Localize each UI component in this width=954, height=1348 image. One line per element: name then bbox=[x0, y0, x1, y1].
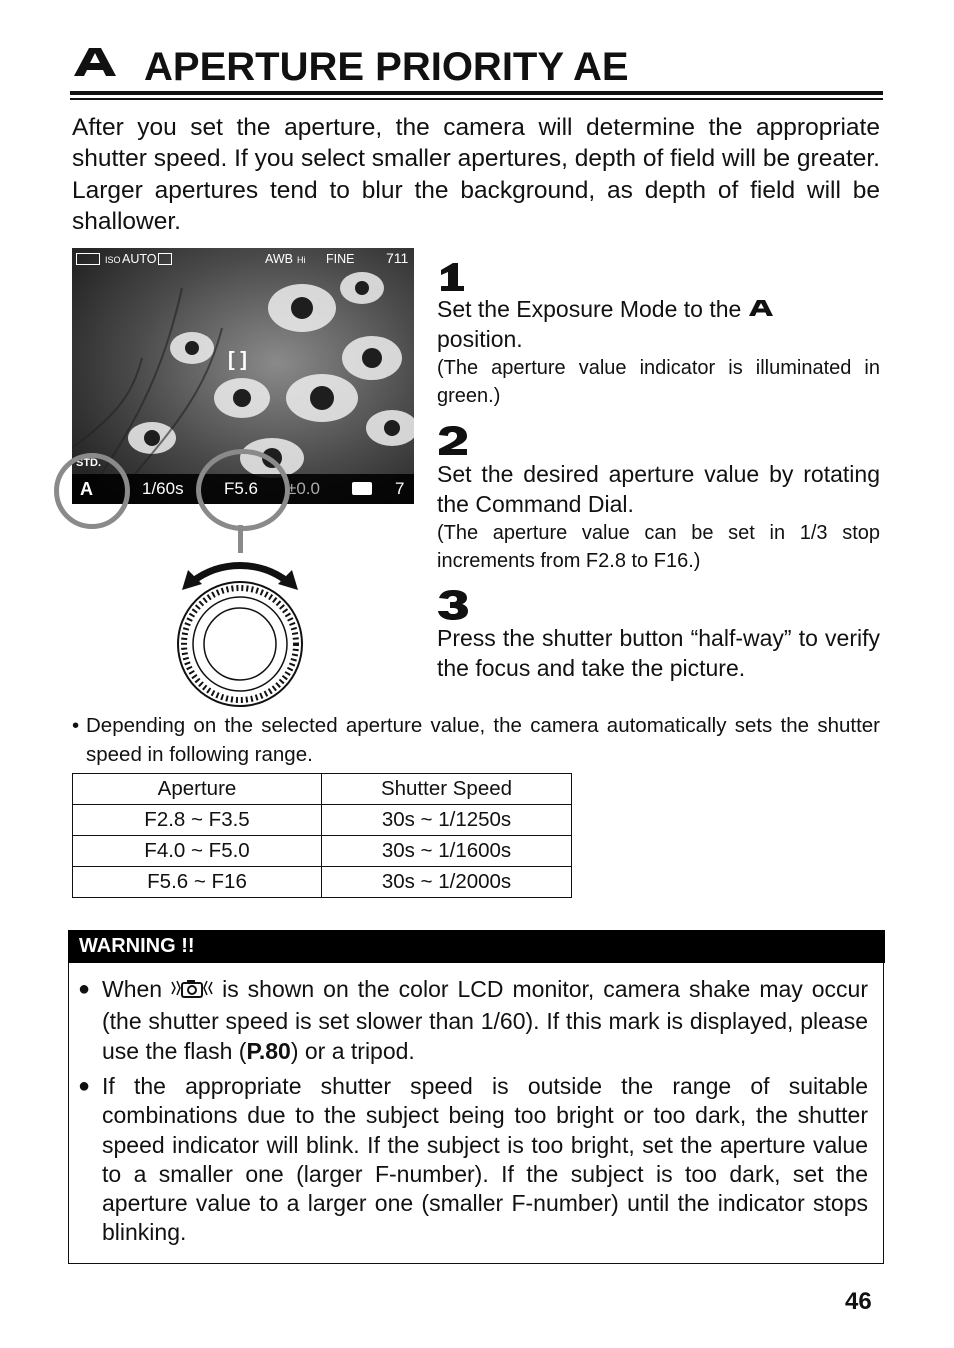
intro-paragraph: After you set the aperture, the camera will determine the appropriate shutter speed. If you select smaller apertures, depth of field will be greater. Larger apertures tend to blur the background, as depth of field will be shallower. bbox=[72, 114, 880, 235]
iso-value: AUTO bbox=[122, 252, 157, 266]
std-label: STD. bbox=[76, 457, 102, 469]
range-note bbox=[72, 712, 880, 769]
lcd-status-bar bbox=[72, 248, 414, 270]
step-1-note: (The aperture value indicator is illuminated in green.) bbox=[437, 357, 880, 407]
warning-item-1-text-b: is shown on the color LCD monitor, camera shake may occur (the shutter speed is set slower than 1/60). If this mark is displayed, please use the flash ( bbox=[102, 976, 868, 1064]
metering-icon bbox=[158, 253, 172, 265]
warning-item-2-text: If the appropriate shutter speed is outside the range of suitable combinations due to the subject being too bright or too dark, the shutter speed indicator will blink. If the subject is too bright, set the aperture value to a smaller one (larger F-number). If the subject is too dark, set the aperture value to a larger one (smaller F-number) until the indicator stops blinking. bbox=[102, 1073, 868, 1246]
warning-item-2 bbox=[78, 1072, 868, 1248]
title-rule bbox=[70, 91, 883, 95]
bullet-dot-icon: ● bbox=[78, 978, 91, 1000]
iso-label: ISO bbox=[105, 255, 121, 265]
aperture-highlight-circle bbox=[196, 449, 290, 531]
table-row bbox=[73, 836, 572, 867]
range-note-text: Depending on the selected aperture value, the camera automatically sets the shutter speed in following range. bbox=[86, 714, 880, 766]
warning-item-1-text-a: When bbox=[102, 976, 163, 1002]
warning-header bbox=[68, 930, 885, 963]
bullet-dot: • bbox=[72, 714, 80, 737]
table-cell: 30s ~ 1/2000s bbox=[322, 867, 572, 898]
page-title: APERTURE PRIORITY AE bbox=[144, 45, 629, 89]
step-2-text: Set the desired aperture value by rotating the Command Dial. bbox=[437, 461, 880, 517]
flash-icon bbox=[352, 482, 372, 495]
shutter-speed-table bbox=[72, 773, 572, 898]
aperture-mode-icon bbox=[72, 44, 118, 78]
table-row bbox=[73, 805, 572, 836]
camera-shake-icon bbox=[170, 978, 214, 1007]
command-dial-icon bbox=[170, 552, 310, 712]
mode-highlight-circle bbox=[54, 453, 130, 529]
connector-line bbox=[238, 525, 243, 553]
warning-item-1-text-c: ) or a tripod. bbox=[290, 1037, 415, 1064]
image-size: Hi bbox=[297, 255, 306, 265]
step-2-note: (The aperture value can be set in 1/3 stop increments from F2.8 to F16.) bbox=[437, 522, 880, 572]
table-cell: F5.6 ~ F16 bbox=[73, 867, 322, 898]
lcd-mode: A bbox=[80, 479, 93, 499]
step-1-number-icon bbox=[437, 262, 477, 292]
step-3-text: Press the shutter button “half-way” to verify the focus and take the picture. bbox=[437, 625, 880, 681]
lcd-exposure: ±0.0 bbox=[287, 479, 320, 498]
table-header: Shutter Speed bbox=[322, 774, 572, 805]
white-balance: AWB bbox=[265, 252, 294, 266]
af-frame-icon: [ ] bbox=[228, 349, 247, 371]
step-1-text-b: position. bbox=[437, 325, 523, 352]
aperture-mode-inline-icon bbox=[748, 295, 774, 325]
table-cell: 30s ~ 1/1600s bbox=[322, 836, 572, 867]
shots-remaining: 711 bbox=[386, 250, 409, 266]
battery-icon bbox=[76, 253, 100, 265]
table-header: Aperture bbox=[73, 774, 322, 805]
bullet-dot-icon: ● bbox=[78, 1075, 91, 1097]
step-3-number-icon bbox=[437, 590, 477, 620]
table-row bbox=[73, 867, 572, 898]
table-cell: F4.0 ~ F5.0 bbox=[73, 836, 322, 867]
table-cell: 30s ~ 1/1250s bbox=[322, 805, 572, 836]
lcd-aperture: F5.6 bbox=[224, 479, 259, 498]
warning-item-1 bbox=[78, 975, 868, 1066]
warning-heading: WARNING !! bbox=[79, 935, 195, 957]
table-header-row bbox=[73, 774, 572, 805]
page-number: 46 bbox=[845, 1288, 872, 1315]
table-cell: F2.8 ~ F3.5 bbox=[73, 805, 322, 836]
lcd-count: 7 bbox=[395, 479, 405, 498]
page-reference-link[interactable]: P.80 bbox=[246, 1037, 291, 1064]
step-1-text-a: Set the Exposure Mode to the bbox=[437, 296, 742, 322]
title-rule-thin bbox=[70, 98, 883, 100]
step-1-text bbox=[437, 295, 880, 354]
step-2-number-icon bbox=[437, 426, 477, 456]
quality: FINE bbox=[326, 252, 355, 266]
lcd-shutter: 1/60s bbox=[142, 479, 184, 498]
